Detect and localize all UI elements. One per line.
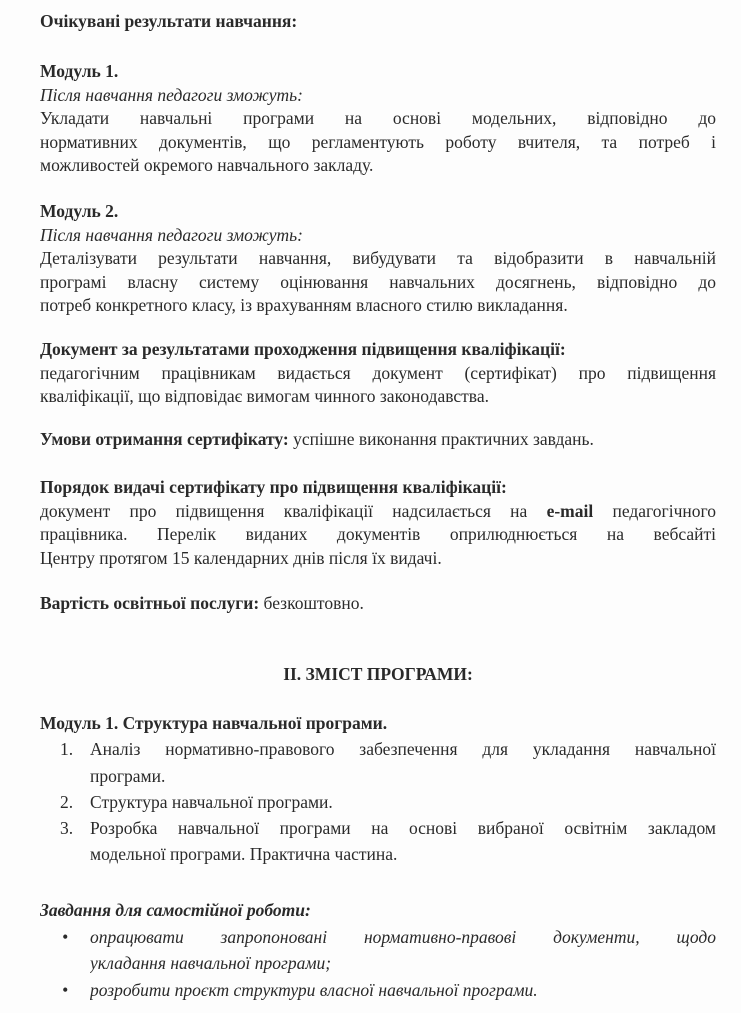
list-item	[40, 924, 716, 977]
list-item	[40, 736, 716, 789]
text-line: програмі власну систему оцінювання навчальних досягнень, відповідно до	[40, 271, 716, 292]
document-heading: Документ за результатами проходження підвищення кваліфікації:	[40, 339, 566, 359]
text-line	[40, 500, 716, 524]
bullet-icon: •	[62, 926, 69, 947]
text-line: Структура навчальної програми.	[90, 791, 333, 812]
list-item	[40, 977, 716, 1004]
text-line: нормативних документів, що регламентують роботу вчителя, та потреб і	[40, 131, 716, 152]
document-section	[40, 338, 716, 409]
text-line: укладання навчальної програми;	[90, 953, 332, 973]
list-item	[40, 789, 716, 815]
text-line: модельної програми. Практична частина.	[90, 844, 398, 865]
results-heading: Очікувані результати навчання:	[40, 11, 298, 31]
text-line: програми.	[90, 765, 166, 786]
conditions-section	[40, 428, 716, 452]
text-line: Укладати навчальні програми на основі модельних, відповідно до	[40, 108, 716, 129]
cost-section	[40, 592, 716, 616]
email-bold: e-mail	[546, 500, 594, 521]
tasks-heading: Завдання для самостійної роботи:	[40, 900, 311, 920]
text-line: Розробка навчальної програми на основі вибраної освітнім закладом	[90, 818, 716, 839]
module2-outcomes	[40, 200, 716, 318]
text-line: розробити проєкт структури власної навчальної програми.	[90, 979, 538, 1000]
item-number: 1.	[60, 739, 74, 760]
module1-title: Модуль 1.	[40, 61, 119, 81]
contents-module-title: Модуль 1. Структура навчальної програми.	[40, 713, 388, 733]
text-line: можливостей окремого навчального закладу.	[40, 155, 374, 176]
text-line: працівника. Перелік виданих документів оприлюднюється на вебсайті	[40, 524, 716, 545]
text-line: кваліфікації, що відповідає вимогам чинного законодавства.	[40, 386, 489, 407]
item-number: 2.	[60, 791, 74, 812]
text-line: потреб конкретного класу, із врахуванням власного стилю викладання.	[40, 295, 568, 316]
text-line: опрацювати запропоновані нормативно-правові документи, щодо	[90, 926, 716, 947]
text-line: Аналіз нормативно-правового забезпечення для укладання навчальної	[90, 739, 716, 760]
issuance-section	[40, 476, 716, 570]
contents-heading: ІІ. ЗМІСТ ПРОГРАМИ:	[283, 664, 473, 684]
bullet-icon: •	[62, 979, 69, 1000]
module1-outcomes	[40, 60, 716, 178]
module2-title: Модуль 2.	[40, 201, 119, 221]
module1-subtitle: Після навчання педагоги зможуть:	[40, 84, 303, 105]
text-line: педагогічним працівникам видається документ (сертифікат) про підвищення	[40, 362, 716, 383]
conditions-label: Умови отримання сертифікату:	[40, 429, 289, 449]
conditions-text: успішне виконання практичних завдань.	[288, 429, 594, 449]
cost-label: Вартість освітньої послуги:	[40, 593, 260, 613]
text-segment: педагогічного	[593, 500, 716, 521]
tasks-section	[40, 897, 716, 1003]
list-item	[40, 815, 716, 868]
item-number: 3.	[60, 818, 74, 839]
cost-text: безкоштовно.	[259, 593, 364, 613]
text-line: Центру протягом 15 календарних днів після їх видачі.	[40, 547, 442, 568]
contents-module1	[40, 710, 716, 868]
text-line: Деталізувати результати навчання, вибудувати та відобразити в навчальній	[40, 248, 716, 269]
module2-subtitle: Після навчання педагоги зможуть:	[40, 224, 303, 245]
text-segment: документ про підвищення кваліфікації надсилається на	[40, 500, 547, 521]
issuance-heading: Порядок видачі сертифікату про підвищення кваліфікації:	[40, 477, 507, 497]
